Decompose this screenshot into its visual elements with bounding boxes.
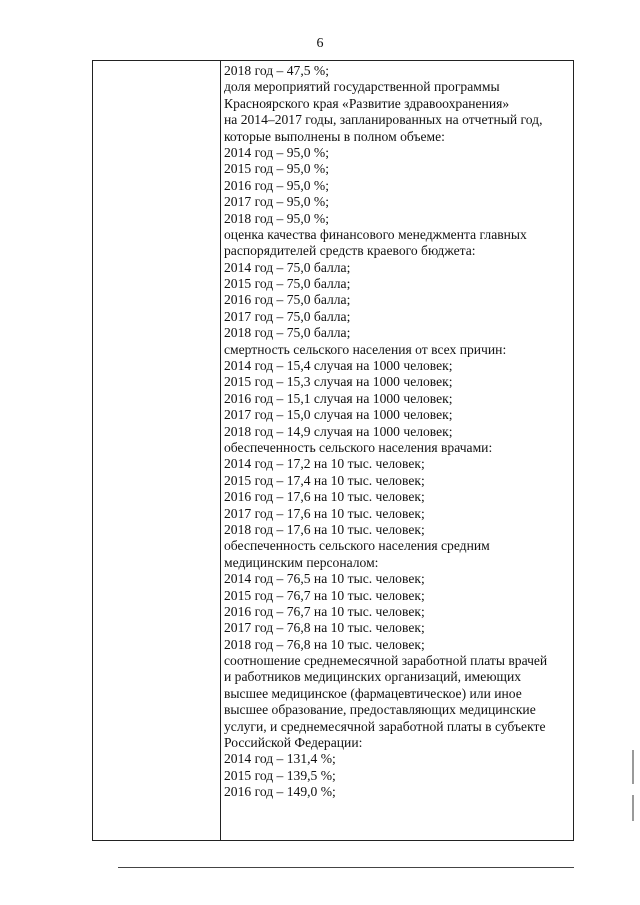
text-line: 2014 год – 76,5 на 10 тыс. человек; xyxy=(224,571,425,587)
text-line: 2017 год – 17,6 на 10 тыс. человек; xyxy=(224,505,425,521)
text-line: высшее образование, предоставляющих медицинские xyxy=(224,702,536,718)
text-line: высшее медицинское (фармацевтическое) или иное xyxy=(224,685,522,701)
text-line: 2017 год – 76,8 на 10 тыс. человек; xyxy=(224,620,425,636)
text-line: обеспеченность сельского населения врачами: xyxy=(224,439,493,455)
text-line: и работников медицинских организаций, имеющих xyxy=(224,669,522,685)
text-line: 2018 год – 76,8 на 10 тыс. человек; xyxy=(224,636,425,652)
text-line: 2014 год – 17,2 на 10 тыс. человек; xyxy=(224,456,425,472)
scan-margin-mark xyxy=(632,795,634,821)
text-line: 2017 год – 15,0 случая на 1000 человек; xyxy=(224,407,453,423)
text-line: 2016 год – 17,6 на 10 тыс. человек; xyxy=(224,489,425,505)
text-line: доля мероприятий государственной программы xyxy=(224,79,500,95)
text-line: 2015 год – 15,3 случая на 1000 человек; xyxy=(224,374,453,390)
page-number: 6 xyxy=(316,36,324,51)
text-line: 2015 год – 139,5 %; xyxy=(224,767,336,783)
text-line: 2018 год – 47,5 %; xyxy=(224,63,330,78)
text-line: 2016 год – 149,0 %; xyxy=(224,784,336,800)
text-line: соотношение среднемесячной заработной платы врачей xyxy=(224,653,548,669)
scan-margin-mark xyxy=(632,750,634,784)
text-line: 2014 год – 15,4 случая на 1000 человек; xyxy=(224,358,453,374)
text-line: 2016 год – 95,0 %; xyxy=(224,177,330,193)
text-line: 2017 год – 75,0 балла; xyxy=(224,308,351,324)
text-line: Российской Федерации: xyxy=(224,735,363,751)
text-line: оценка качества финансового менеджмента главных xyxy=(224,226,527,242)
text-line: на 2014–2017 годы, запланированных на отчетный год, xyxy=(224,112,543,128)
text-line: 2015 год – 75,0 балла; xyxy=(224,276,351,292)
text-line: смертность сельского населения от всех причин: xyxy=(224,341,507,357)
text-line: 2015 год – 17,4 на 10 тыс. человек; xyxy=(224,472,425,488)
text-line: обеспеченность сельского населения средним xyxy=(224,538,490,554)
text-line: Красноярского края «Развитие здравоохранения» xyxy=(224,95,510,111)
text-line: 2014 год – 131,4 %; xyxy=(224,751,336,767)
text-line: 2014 год – 95,0 %; xyxy=(224,144,330,160)
text-line: 2015 год – 76,7 на 10 тыс. человек; xyxy=(224,587,425,603)
table-right-cell xyxy=(221,61,573,840)
text-line: 2015 год – 95,0 %; xyxy=(224,161,330,177)
document-table xyxy=(92,60,574,841)
table-left-cell xyxy=(93,61,221,840)
text-line: 2017 год – 95,0 %; xyxy=(224,194,330,210)
text-line: 2018 год – 14,9 случая на 1000 человек; xyxy=(224,423,453,439)
text-line: 2016 год – 76,7 на 10 тыс. человек; xyxy=(224,603,425,619)
text-line: услуги, и среднемесячной заработной платы в субъекте xyxy=(224,718,546,734)
text-line: 2016 год – 75,0 балла; xyxy=(224,292,351,308)
text-line: 2018 год – 95,0 %; xyxy=(224,210,330,226)
text-line: которые выполнены в полном объеме: xyxy=(224,128,445,144)
text-line: медицинским персоналом: xyxy=(224,554,379,570)
text-line: 2018 год – 75,0 балла; xyxy=(224,325,351,341)
page-bottom-divider xyxy=(118,867,574,868)
text-line: 2016 год – 15,1 случая на 1000 человек; xyxy=(224,390,453,406)
text-line: 2018 год – 17,6 на 10 тыс. человек; xyxy=(224,521,425,537)
text-line: распорядителей средств краевого бюджета: xyxy=(224,243,476,259)
text-line: 2014 год – 75,0 балла; xyxy=(224,259,351,275)
